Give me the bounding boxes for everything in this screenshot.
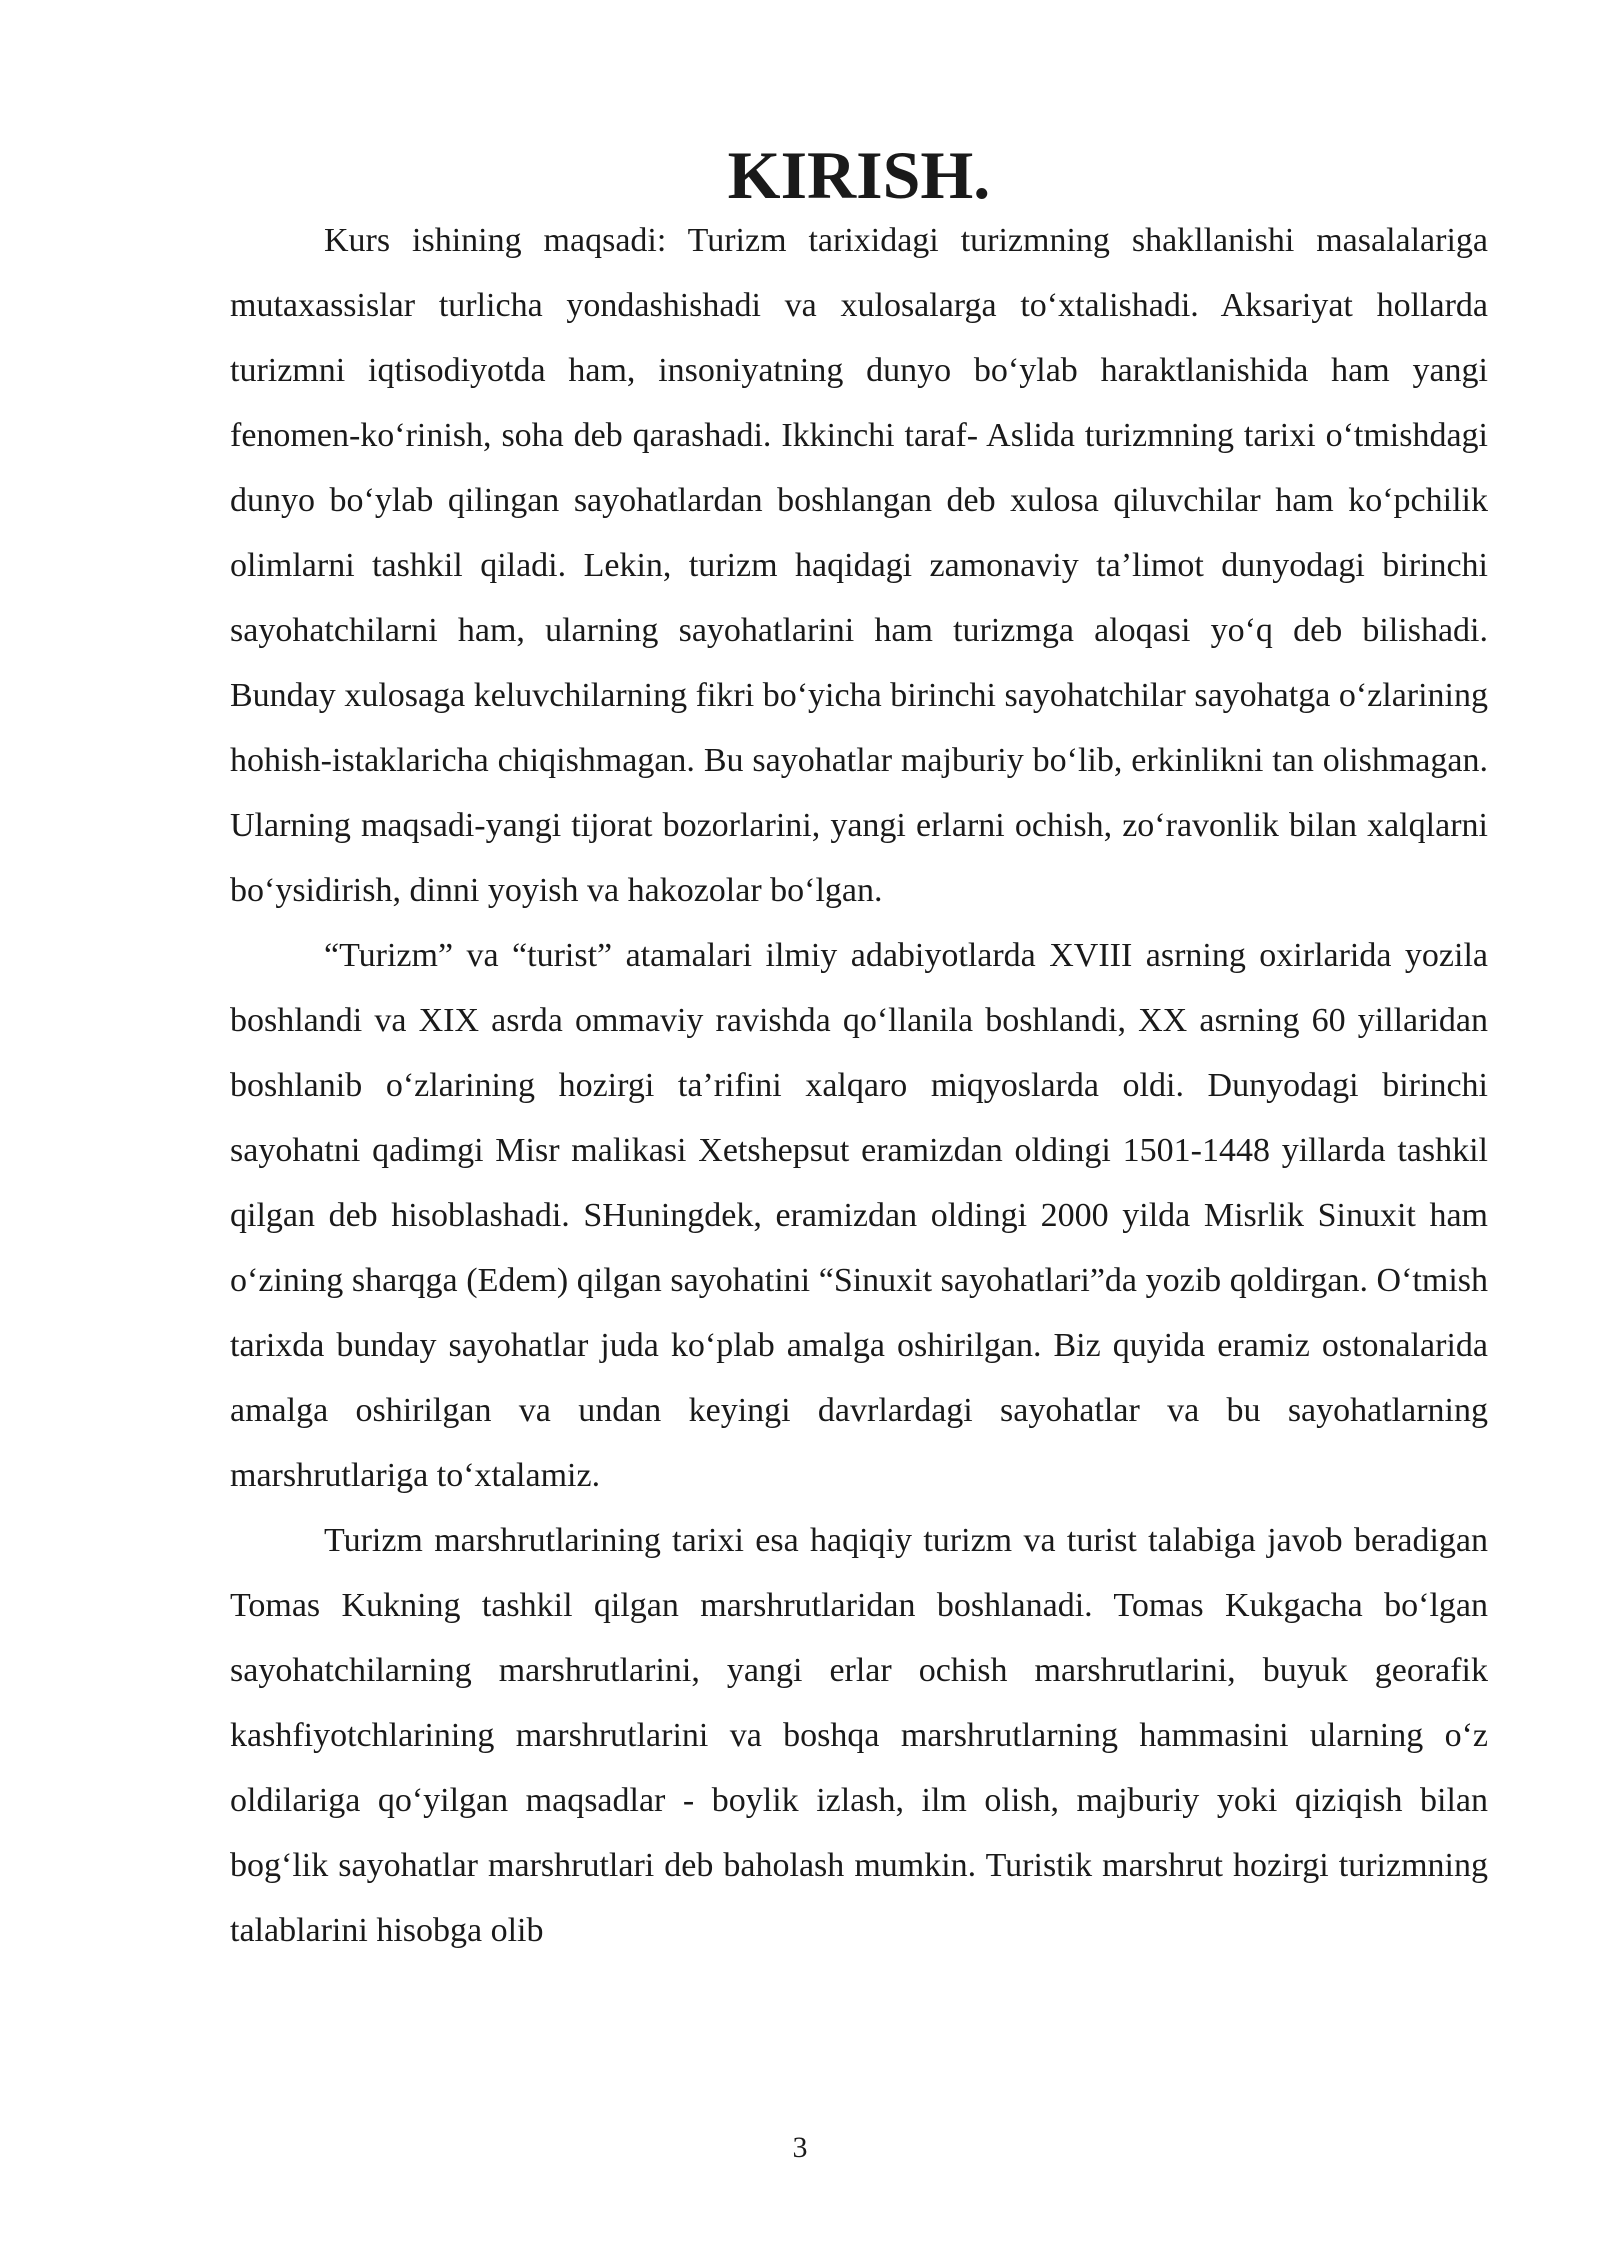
paragraph-route-history: Turizm marshrutlarining tarixi esa haqiqiy turizm va turist talabiga javob beradigan Tomas Kukning tashkil qilgan marshrutlaridan boshlanadi. Tomas Kukgacha bo‘lgan sayohatchilarning marshrutlarini, yangi erlar ochish marshrutlarini, buyuk georafik kashfiyotchlarining marshrutlarini va boshqa marshrutlarning hammasini ularning o‘z oldilariga qo‘yilgan maqsadlar - boylik izlash, ilm olish, majburiy yoki qiziqish bilan bog‘lik sayohatlar marshrutlari deb baholash mumkin. Turistik marshrut hozirgi turizmning talablarini hisobga olib: [230, 1522, 1488, 1949]
page-title: KIRISH.: [727, 137, 991, 213]
paragraph-terms-history: “Turizm” va “turist” atamalari ilmiy adabiyotlarda XVIII asrning oxirlarida yozila boshlandi va XIX asrda ommaviy ravishda qo‘llanila boshlandi, XX asrning 60 yillaridan boshlanib o‘zlarining hozirgi ta’rifini xalqaro miqyoslarda oldi. Dunyodagi birinchi sayohatni qadimgi Misr malikasi Xetshepsut eramizdan oldingi 1501-1448 yillarda tashkil qilgan deb hisoblashadi. SHuningdek, eramizdan oldingi 2000 yilda Misrlik Sinuxit ham o‘zining sharqga (Edem) qilgan sayohatini “Sinuxit sayohatlari”da yozib qoldirgan. O‘tmish tarixda bunday sayohatlar juda ko‘plab amalga oshirilgan. Biz quyida eramiz ostonalarida amalga oshirilgan va undan keyingi davrlardagi sayohatlar va bu sayohatlarning marshrutlariga to‘xtalamiz.: [230, 937, 1488, 1494]
page-number: 3: [792, 2131, 808, 2164]
paragraph-purpose: Kurs ishining maqsadi: Turizm tarixidagi turizmning shakllanishi masalalariga mutaxassislar turlicha yondashishadi va xulosalarga to‘xtalishadi. Aksariyat hollarda turizmni iqtisodiyotda ham, insoniyatning dunyo bo‘ylab haraktlanishida ham yangi fenomen-ko‘rinish, soha deb qarashadi. Ikkinchi taraf- Aslida turizmning tarixi o‘tmishdagi dunyo bo‘ylab qilingan sayohatlardan boshlangan deb xulosa qiluvchilar ham ko‘pchilik olimlarni tashkil qiladi. Lekin, turizm haqidagi zamonaviy ta’limot dunyodagi birinchi sayohatchilarni ham, ularning sayohatlarini ham turizmga aloqasi yo‘q deb bilishadi. Bunday xulosaga keluvchilarning fikri bo‘yicha birinchi sayohatchilar sayohatga o‘zlarining hohish-istaklaricha chiqishmagan. Bu sayohatlar majburiy bo‘lib, erkinlikni tan olishmagan. Ularning maqsadi-yangi tijorat bozorlarini, yangi erlarni ochish, zo‘ravonlik bilan xalqlarni bo‘ysidirish, dinni yoyish va hakozolar bo‘lgan.: [230, 222, 1488, 909]
document-body: [230, 137, 1488, 1963]
